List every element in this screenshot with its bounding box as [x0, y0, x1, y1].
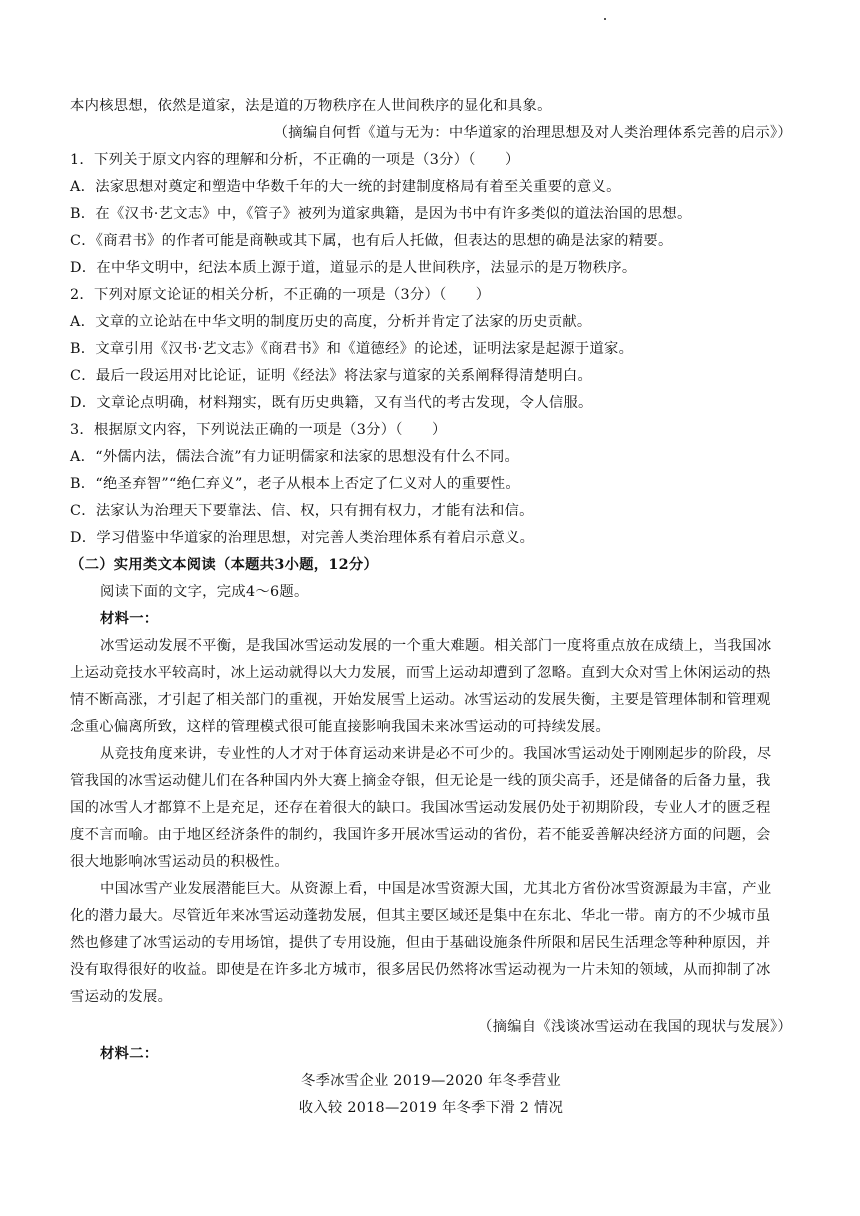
material-1-p1-line: 冰雪运动发展不平衡，是我国冰雪运动发展的一个重大难题。相关部门一度将重点放在成绩上，当我国冰 [100, 638, 772, 654]
question-3-option-c: C．法家认为治理天下要靠法、信、权，只有拥有权力，才能有法和信。 [70, 503, 534, 519]
material-1-p2-line: 国的冰雪人才都算不上是充足，还存在着很大的缺口。我国冰雪运动发展仍处于初期阶段，专业人才的匮乏程 [70, 800, 771, 816]
question-3-stem: 3．根据原文内容，下列说法正确的一项是（3分）（ ） [70, 422, 447, 438]
question-3-option-d: D．学习借鉴中华道家的治理思想，对完善人类治理体系有着启示意义。 [70, 530, 535, 546]
material-1-p1-line: 念重心偏离所致，这样的管理模式很可能直接影响我国未来冰雪运动的可持续发展。 [70, 719, 611, 735]
question-2-option-b: B．文章引用《汉书·艺文志》《商君书》和《道德经》的论述，证明法家是起源于道家。 [70, 341, 634, 357]
material-1-p1-line: 上运动竞技水平较高时，冰上运动就得以大力发展，而雪上运动却遭到了忽略。直到大众对雪上休闲运动的热 [70, 665, 771, 681]
source-citation-2: （摘编自《浅谈冰雪运动在我国的现状与发展》） [478, 1019, 792, 1035]
question-1-option-d: D．在中华文明中，纪法本质上源于道，道显示的是人世间秩序，法显示的是万物秩序。 [70, 260, 637, 276]
section-2-instructions: 阅读下面的文字，完成4～6题。 [100, 584, 309, 600]
question-1-stem: 1．下列关于原文内容的理解和分析，不正确的一项是（3分）（ ） [70, 152, 520, 168]
header-dot [604, 18, 606, 20]
intro-tail: 本内核思想，依然是道家，法是道的万物秩序在人世间秩序的显化和具象。 [70, 98, 552, 114]
material-1-p3-line: 然也修建了冰雪运动的专用场馆，提供了专用设施，但由于基础设施条件所限和居民生活理念等种种原因，并 [70, 935, 771, 951]
material-1-p2-line: 度不言而喻。由于地区经济条件的制约，我国许多开展冰雪运动的省份，若不能妥善解决经济方面的问题，会 [70, 827, 771, 843]
material-1-p2-line: 从竞技角度来讲，专业性的人才对于体育运动来讲是必不可少的。我国冰雪运动处于刚刚起步的阶段，尽 [100, 746, 772, 762]
material-1-label: 材料一： [100, 611, 159, 627]
material-1-p3-line: 没有取得很好的收益。即使是在许多北方城市，很多居民仍然将冰雪运动视为一片未知的领域，从而抑制了冰 [70, 962, 771, 978]
question-2-option-c: C．最后一段运用对比论证，证明《经法》将法家与道家的关系阐释得清楚明白。 [70, 368, 593, 384]
question-3-option-a: A．“外儒内法，儒法合流”有力证明儒家和法家的思想没有什么不同。 [70, 449, 520, 465]
material-1-p2-line: 管我国的冰雪运动健儿们在各种国内外大赛上摘金夺银，但无论是一线的顶尖高手，还是储备的后备力量，我 [70, 773, 771, 789]
question-2-option-d: D．文章论点明确，材料翔实，既有历史典籍，又有当代的考古发现，令人信服。 [70, 395, 593, 411]
section-2-title: （二）实用类文本阅读（本题共3小题，12分） [70, 557, 379, 573]
question-1-option-a: A．法家思想对奠定和塑造中华数千年的大一统的封建制度格局有着至关重要的意义。 [70, 179, 621, 195]
source-citation-1: （摘编自何哲《道与无为：中华道家的治理思想及对人类治理体系完善的启示》） [273, 125, 792, 141]
material-1-p1-line: 情不断高涨，才引起了相关部门的重视，开始发展雪上运动。冰雪运动的发展失衡，主要是管理体制和管理观 [70, 692, 771, 708]
question-2-option-a: A．文章的立论站在中华文明的制度历史的高度，分析并肯定了法家的历史贡献。 [70, 314, 592, 330]
material-1-p3-line: 化的潜力最大。尽管近年来冰雪运动蓬勃发展，但其主要区域还是集中在东北、华北一带。南方的不少城市虽 [70, 908, 771, 924]
chart-caption-line-2: 收入较 2018—2019 年冬季下滑 2 情况 [298, 1100, 564, 1116]
chart-caption-line-1: 冬季冰雪企业 2019—2020 年冬季营业 [300, 1073, 562, 1089]
material-2-label: 材料二： [100, 1046, 159, 1062]
material-1-p3-line: 中国冰雪产业发展潜能巨大。从资源上看，中国是冰雪资源大国，尤其北方省份冰雪资源最为丰富，产业 [100, 881, 772, 897]
question-1-option-c: C．《商君书》的作者可能是商鞅或其下属，也有后人托做，但表达的思想的确是法家的精要。 [70, 233, 673, 249]
question-3-option-b: B．“绝圣弃智”“绝仁弃义”，老子从根本上否定了仁义对人的重要性。 [70, 476, 520, 492]
material-1-p2-line: 很大地影响冰雪运动员的积极性。 [70, 854, 289, 870]
question-1-option-b: B．在《汉书·艺文志》中，《管子》被列为道家典籍，是因为书中有许多类似的道法治国的思想。 [70, 206, 692, 222]
question-2-stem: 2．下列对原文论证的相关分析，不正确的一项是（3分）（ ） [70, 287, 491, 303]
material-1-p3-line: 雪运动的发展。 [70, 989, 173, 1005]
